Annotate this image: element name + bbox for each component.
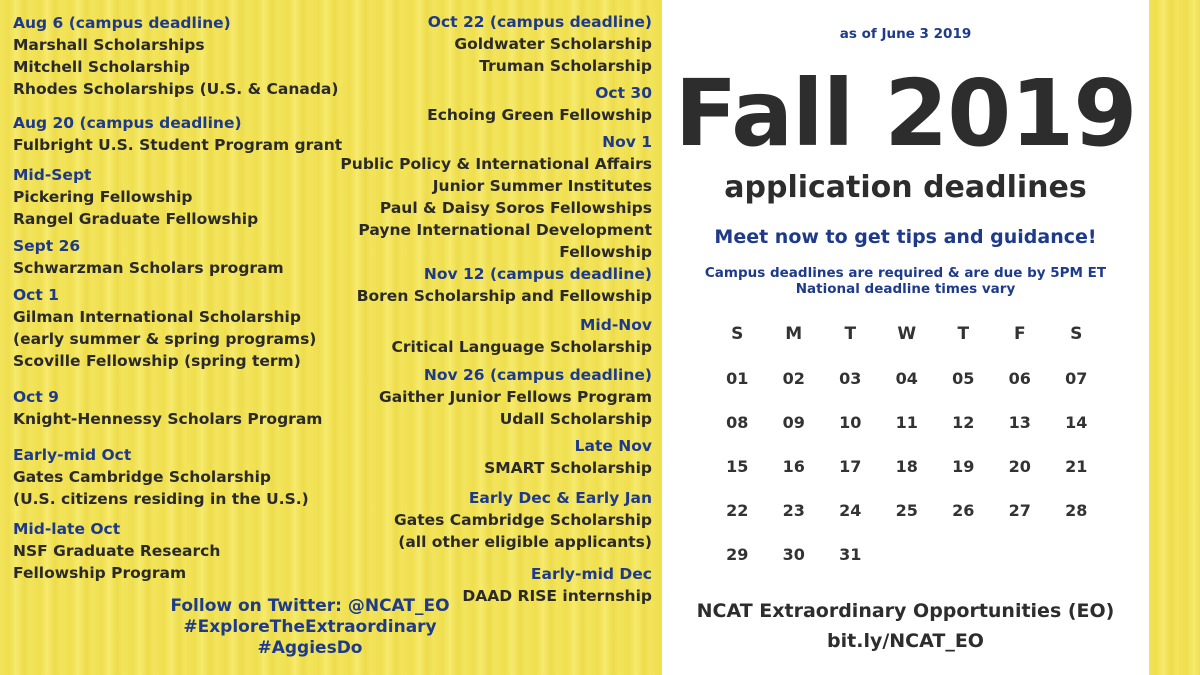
- calendar-day: 17: [839, 456, 862, 476]
- weekday-label: S: [1070, 324, 1083, 344]
- program-name: Fellowship Program: [13, 564, 187, 582]
- calendar-day: 02: [782, 368, 805, 388]
- campus-note: Campus deadlines are required & are due by 5PM ET: [704, 265, 1107, 281]
- hashtag[interactable]: #AggiesDo: [257, 638, 363, 658]
- calendar-week: [709, 356, 1105, 400]
- deadline-group: [13, 12, 338, 100]
- deadline-date: Nov 12 (campus deadline): [423, 265, 652, 283]
- calendar-week: [709, 444, 1105, 488]
- calendar-day: 29: [726, 544, 749, 564]
- deadline-group: [13, 164, 258, 230]
- info-panel: [662, 0, 1149, 675]
- calendar-day: 21: [1065, 456, 1088, 476]
- program-name: Rhodes Scholarships (U.S. & Canada): [13, 80, 339, 98]
- deadline-group: [357, 263, 652, 307]
- calendar-day: 13: [1008, 412, 1031, 432]
- calendar-week: [709, 488, 1105, 532]
- page-title: Fall 2019: [674, 60, 1137, 167]
- deadline-date: Mid-Sept: [13, 166, 92, 184]
- program-name: Gates Cambridge Scholarship: [13, 468, 271, 486]
- calendar-day: 10: [839, 412, 862, 432]
- deadline-group: [13, 284, 316, 372]
- program-name: Fulbright U.S. Student Program grant: [13, 136, 343, 154]
- deadline-date: Nov 1: [602, 133, 652, 151]
- calendar: [709, 312, 1105, 576]
- calendar-day: 05: [952, 368, 975, 388]
- organization-name: NCAT Extraordinary Opportunities (EO): [696, 600, 1115, 622]
- deadline-group: [392, 314, 653, 358]
- deadline-date: Mid-late Oct: [13, 520, 121, 538]
- deadline-date: Oct 22 (campus deadline): [427, 13, 652, 31]
- deadline-date: Oct 9: [13, 388, 59, 406]
- program-name: Boren Scholarship and Fellowship: [356, 287, 652, 305]
- weekday-label: T: [957, 324, 970, 344]
- calendar-day: 11: [895, 412, 918, 432]
- calendar-day: 20: [1008, 456, 1031, 476]
- deadline-group: [427, 82, 652, 126]
- deadline-notes: [662, 265, 1149, 297]
- calendar-day: 28: [1065, 500, 1088, 520]
- deadline-date: Aug 20 (campus deadline): [13, 114, 242, 132]
- deadline-date: Late Nov: [574, 437, 652, 455]
- calendar-day: 04: [895, 368, 918, 388]
- program-name: (early summer & spring programs): [13, 330, 317, 348]
- deadline-date: Oct 30: [595, 84, 652, 102]
- program-name: Public Policy & International Affairs: [340, 155, 652, 173]
- program-name: Pickering Fellowship: [13, 188, 193, 206]
- program-name: Scoville Fellowship (spring term): [13, 352, 301, 370]
- deadline-group: [340, 131, 652, 263]
- program-name: Rangel Graduate Fellowship: [13, 210, 259, 228]
- program-name: Echoing Green Fellowship: [427, 106, 652, 124]
- calendar-day: 24: [839, 500, 862, 520]
- deadline-date: Nov 26 (campus deadline): [423, 366, 652, 384]
- deadline-group: [379, 364, 652, 430]
- calendar-day: 15: [726, 456, 749, 476]
- calendar-day: 09: [782, 412, 805, 432]
- program-name: Gaither Junior Fellows Program: [378, 388, 652, 406]
- calendar-day: 19: [952, 456, 975, 476]
- program-name: Udall Scholarship: [499, 410, 652, 428]
- program-name: Paul & Daisy Soros Fellowships: [379, 199, 652, 217]
- calendar-day: 30: [782, 544, 805, 564]
- program-name: SMART Scholarship: [484, 459, 652, 477]
- program-name: Gates Cambridge Scholarship: [394, 511, 652, 529]
- calendar-day: 06: [1008, 368, 1031, 388]
- twitter-handle[interactable]: Follow on Twitter: @NCAT_EO: [170, 596, 450, 616]
- program-name: DAAD RISE internship: [462, 587, 652, 605]
- program-name: Knight-Hennessy Scholars Program: [13, 410, 323, 428]
- calendar-day: 22: [726, 500, 749, 520]
- program-name: Truman Scholarship: [479, 57, 652, 75]
- deadline-date: Oct 1: [13, 286, 59, 304]
- calendar-week: [709, 532, 1105, 576]
- calendar-day: 18: [895, 456, 918, 476]
- deadline-group: [13, 518, 220, 584]
- deadline-group: [484, 435, 652, 479]
- weekday-label: S: [731, 324, 744, 344]
- calendar-week: [709, 400, 1105, 444]
- program-name: Mitchell Scholarship: [13, 58, 191, 76]
- deadline-date: Mid-Nov: [580, 316, 652, 334]
- calendar-day: 25: [895, 500, 918, 520]
- deadline-group: [13, 386, 322, 430]
- program-name: Marshall Scholarships: [13, 36, 205, 54]
- deadline-date: Aug 6 (campus deadline): [13, 14, 231, 32]
- program-name: (U.S. citizens residing in the U.S.): [13, 490, 309, 508]
- calendar-day: 08: [726, 412, 749, 432]
- calendar-day: 16: [782, 456, 805, 476]
- deadline-group: [13, 444, 309, 510]
- program-name: (all other eligible applicants): [398, 533, 652, 551]
- calendar-day: 01: [726, 368, 749, 388]
- call-to-action: Meet now to get tips and guidance!: [714, 226, 1097, 248]
- program-name: Fellowship: [559, 243, 652, 261]
- deadline-group: [13, 112, 342, 156]
- national-note: National deadline times vary: [795, 281, 1016, 297]
- weekday-label: W: [897, 324, 917, 344]
- program-name: Critical Language Scholarship: [391, 338, 652, 356]
- calendar-day: 23: [782, 500, 805, 520]
- deadline-date: Early Dec & Early Jan: [468, 489, 652, 507]
- program-name: NSF Graduate Research: [13, 542, 221, 560]
- program-name: Gilman International Scholarship: [13, 308, 301, 326]
- calendar-day: 14: [1065, 412, 1088, 432]
- calendar-day: 27: [1008, 500, 1031, 520]
- deadline-group: [13, 235, 284, 279]
- weekday-label: T: [844, 324, 857, 344]
- deadline-date: Early-mid Oct: [13, 446, 132, 464]
- weekday-label: M: [785, 324, 803, 344]
- calendar-day: 03: [839, 368, 862, 388]
- deadline-group: [394, 487, 652, 553]
- calendar-weekday-header: [709, 312, 1105, 356]
- program-name: Payne International Development: [358, 221, 652, 239]
- social-footer: [0, 596, 620, 659]
- calendar-day: 07: [1065, 368, 1088, 388]
- program-name: Goldwater Scholarship: [454, 35, 652, 53]
- calendar-day: 12: [952, 412, 975, 432]
- organization-footer: [662, 596, 1149, 656]
- calendar-day: 26: [952, 500, 975, 520]
- weekday-label: F: [1013, 324, 1026, 344]
- hashtag[interactable]: #ExploreTheExtraordinary: [183, 617, 437, 637]
- calendar-day: 31: [839, 544, 862, 564]
- deadline-date: Sept 26: [13, 237, 81, 255]
- program-name: Schwarzman Scholars program: [13, 259, 284, 277]
- deadline-date: Early-mid Dec: [530, 565, 652, 583]
- deadline-group: [428, 11, 652, 77]
- program-name: Junior Summer Institutes: [432, 177, 652, 195]
- as-of-date: as of June 3 2019: [839, 26, 972, 42]
- website-link[interactable]: bit.ly/NCAT_EO: [827, 630, 984, 652]
- page-subtitle: application deadlines: [724, 170, 1087, 205]
